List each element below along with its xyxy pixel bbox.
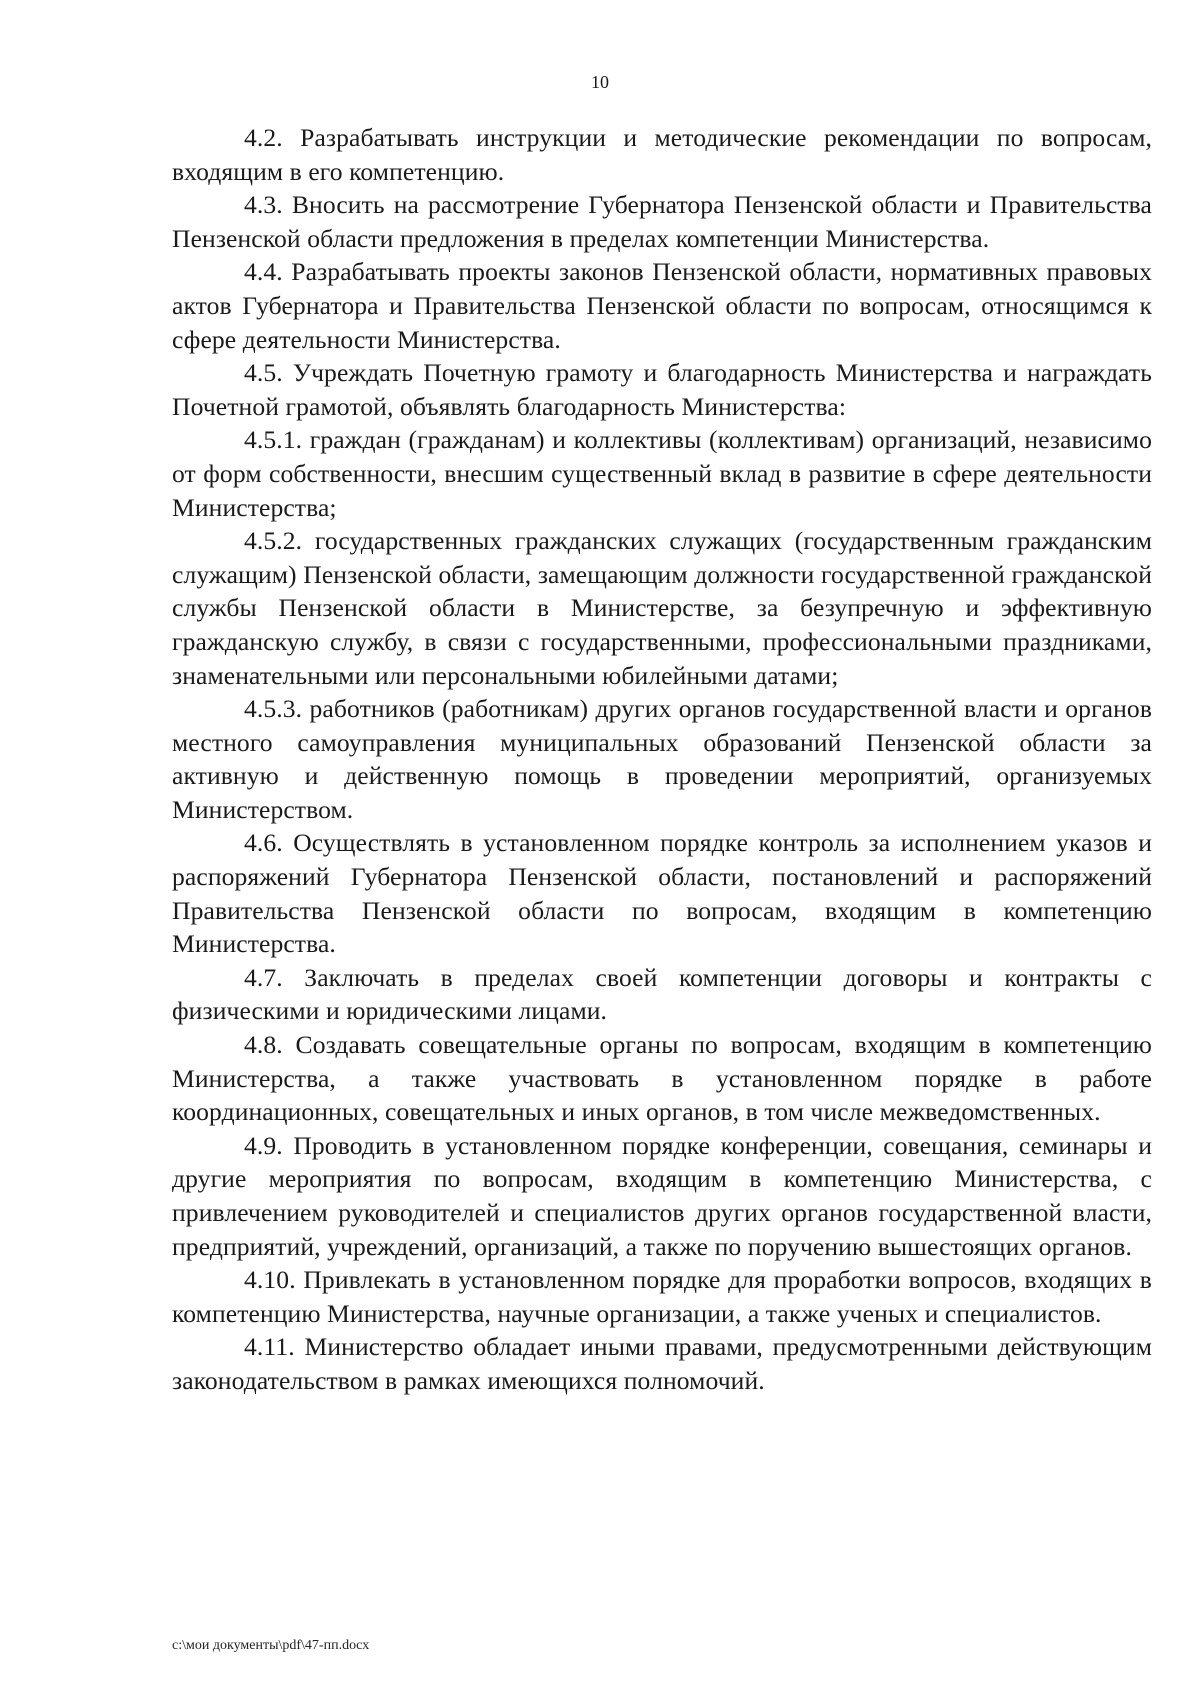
- paragraph-4-5: 4.5. Учреждать Почетную грамоту и благодарность Министерства и награждать Почетной грамотой, объявлять благодарность Министерства:: [172, 358, 1152, 421]
- paragraph-4-2: 4.2. Разрабатывать инструкции и методические рекомендации по вопросам, входящим в его компетенцию.: [172, 123, 1152, 186]
- page-number: 10: [591, 72, 609, 92]
- document-body: [172, 121, 1152, 1398]
- paragraph-4-7: 4.7. Заключать в пределах своей компетенции договоры и контракты с физическими и юридическими лицами.: [172, 962, 1152, 1026]
- paragraph-4-8: 4.8. Создавать совещательные органы по вопросам, входящим в компетенцию Министерства, а также участвовать в установленном порядке в работе координационных, совещательных и иных органов, в том числе межведомственных.: [172, 1030, 1152, 1127]
- paragraph-4-9: 4.9. Проводить в установленном порядке конференции, совещания, семинары и другие мероприятия по вопросам, входящим в компетенцию Министерства, с привлечением руководителей и специалистов других органов государственной власти, предприятий, учреждений, организаций, а также по поручению вышестоящих органов.: [172, 1130, 1152, 1261]
- paragraph-4-5-3: 4.5.3. работников (работникам) других органов государственной власти и органов местного самоуправления муниципальных образований Пензенской области за активную и действенную помощь в проведении мероприятий, организуемых Министерством.: [172, 694, 1152, 824]
- paragraph-4-3: 4.3. Вносить на рассмотрение Губернатора Пензенской области и Правительства Пензенской области предложения в пределах компетенции Министерства.: [172, 190, 1152, 253]
- footer-file-path: c:\мои документы\pdf\47-пп.docx: [172, 1638, 370, 1653]
- paragraph-4-5-2: 4.5.2. государственных гражданских служащих (государственным гражданским служащим) Пензенской области, замещающим должности государственной гражданской службы Пензенской области в Министерстве, за безупречную и эффективную гражданскую службу, в связи с государственными, профессиональными праздниками, знаменательными или персональными юбилейными датами;: [172, 526, 1152, 690]
- paragraph-4-11: 4.11. Министерство обладает иными правами, предусмотренными действующим законодательством в рамках имеющихся полномочий.: [172, 1332, 1152, 1395]
- paragraph-4-6: 4.6. Осуществлять в установленном порядке контроль за исполнением указов и распоряжений Губернатора Пензенской области, постановлений и распоряжений Правительства Пензенской области по вопросам, входящим в компетенцию Министерства.: [172, 828, 1152, 959]
- paragraph-4-5-1: 4.5.1. граждан (гражданам) и коллективы (коллективам) организаций, независимо от форм собственности, внесшим существенный вклад в развитие в сфере деятельности Министерства;: [172, 425, 1152, 522]
- paragraph-4-10: 4.10. Привлекать в установленном порядке для проработки вопросов, входящих в компетенцию Министерства, научные организации, а также ученых и специалистов.: [172, 1265, 1152, 1328]
- paragraph-4-4: 4.4. Разрабатывать проекты законов Пензенской области, нормативных правовых актов Губернатора и Правительства Пензенской области по вопросам, относящимся к сфере деятельности Министерства.: [172, 257, 1152, 354]
